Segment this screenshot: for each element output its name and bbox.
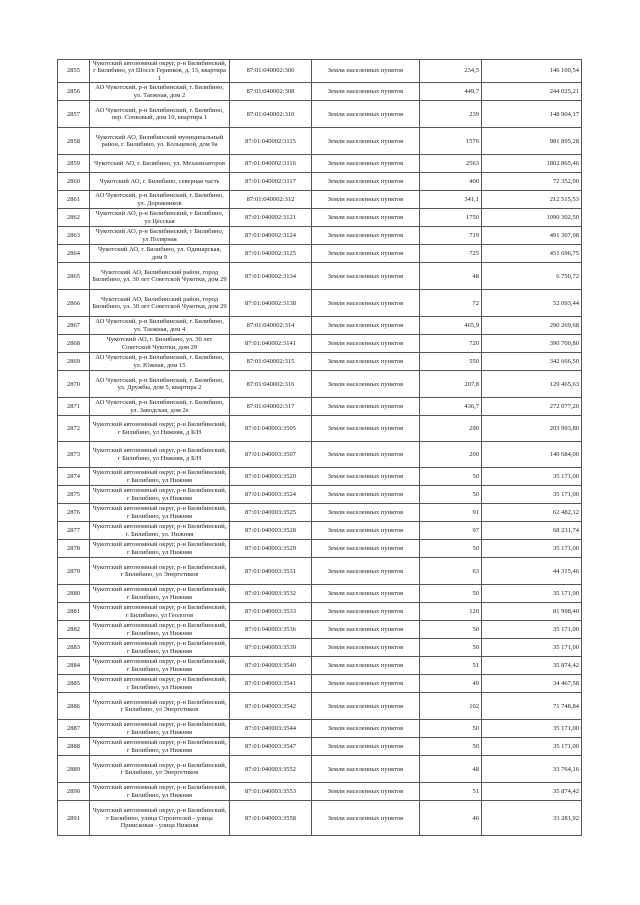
table-row	[58, 585, 582, 603]
cadastral-number-cell: 87:01:040003:3541	[230, 675, 312, 693]
area-cell: 50	[420, 639, 482, 657]
land-category-cell: Земли населенных пунктов	[312, 504, 420, 522]
cadastral-value-cell: 35 171,00	[482, 639, 582, 657]
cadastral-number-cell: 87:01:040003:3558	[230, 801, 312, 836]
area-cell: 72	[420, 290, 482, 317]
land-category-cell: Земли населенных пунктов	[312, 783, 420, 801]
address-cell: Чукотский автономный округ, р-н Билибинский, г Билибино, ул Нижняя, д Б/Н	[90, 442, 230, 468]
address-cell: Чукотский автономный округ, р-н Билибинский, г. Билибино, ул. Нижняя	[90, 522, 230, 540]
cadastral-value-cell: 491 307,08	[482, 227, 582, 245]
address-cell: Чукотский АО, Билибинский район, город Билибино, ул. 30 лет Советской Чукотки, дом 29	[90, 263, 230, 290]
land-category-cell: Земли населенных пунктов	[312, 263, 420, 290]
row-number-cell: 2869	[58, 353, 90, 371]
table-row	[58, 540, 582, 558]
table-row	[58, 398, 582, 416]
land-category-cell: Земли населенных пунктов	[312, 486, 420, 504]
table-row	[58, 128, 582, 155]
address-cell: Чукотский автономный округ, р-н Билибинский, г Билибино, ул Нижняя	[90, 657, 230, 675]
table-row	[58, 738, 582, 756]
land-category-cell: Земли населенных пунктов	[312, 675, 420, 693]
row-number-cell: 2877	[58, 522, 90, 540]
cadastral-number-cell: 87:01:040002:315	[230, 353, 312, 371]
area-cell: 50	[420, 468, 482, 486]
area-cell: 50	[420, 738, 482, 756]
cadastral-value-cell: 35 171,00	[482, 738, 582, 756]
cadastral-value-cell: 244 025,21	[482, 83, 582, 101]
row-number-cell: 2884	[58, 657, 90, 675]
row-number-cell: 2856	[58, 83, 90, 101]
address-cell: Чукотский АО, Билибинский муниципальный район, г. Билибино, ул. Кольцевой, дом 9а	[90, 128, 230, 155]
cadastral-value-cell: 35 171,00	[482, 621, 582, 639]
land-category-cell: Земли населенных пунктов	[312, 657, 420, 675]
cadastral-value-cell: 34 467,58	[482, 675, 582, 693]
table-row	[58, 290, 582, 317]
row-number-cell: 2879	[58, 558, 90, 585]
cadastral-number-cell: 87:01:040002:3125	[230, 245, 312, 263]
table-row	[58, 693, 582, 720]
table-row	[58, 783, 582, 801]
area-cell: 120	[420, 603, 482, 621]
table-row	[58, 263, 582, 290]
cadastral-number-cell: 87:01:040003:3544	[230, 720, 312, 738]
row-number-cell: 2861	[58, 191, 90, 209]
cadastral-value-cell: 146 100,54	[482, 60, 582, 83]
land-category-cell: Земли населенных пунктов	[312, 442, 420, 468]
cadastral-value-cell: 390 700,80	[482, 335, 582, 353]
cadastral-number-cell: 87:01:040002:3117	[230, 173, 312, 191]
row-number-cell: 2885	[58, 675, 90, 693]
land-category-cell: Земли населенных пунктов	[312, 522, 420, 540]
address-cell: Чукотский автономный округ, р-н Билибинский, г Билибино, ул Нижняя	[90, 486, 230, 504]
area-cell: 719	[420, 227, 482, 245]
land-category-cell: Земли населенных пунктов	[312, 621, 420, 639]
cadastral-number-cell: 87:01:040002:306	[230, 60, 312, 83]
land-category-cell: Земли населенных пунктов	[312, 209, 420, 227]
area-cell: 2563	[420, 155, 482, 173]
area-cell: 51	[420, 783, 482, 801]
row-number-cell: 2860	[58, 173, 90, 191]
cadastral-number-cell: 87:01:040002:310	[230, 101, 312, 128]
row-number-cell: 2859	[58, 155, 90, 173]
row-number-cell: 2857	[58, 101, 90, 128]
area-cell: 725	[420, 245, 482, 263]
cadastral-value-cell: 35 171,00	[482, 540, 582, 558]
address-cell: АО Чукотский, р-н Билибинский, г. Билибино, ул. Дружбы, дом 5, квартира 2	[90, 371, 230, 398]
cadastral-number-cell: 87:01:040003:3505	[230, 416, 312, 442]
cadastral-number-cell: 87:01:040003:3525	[230, 504, 312, 522]
cadastral-number-cell: 87:01:040002:317	[230, 398, 312, 416]
cadastral-number-cell: 87:01:040003:3540	[230, 657, 312, 675]
land-category-cell: Земли населенных пунктов	[312, 540, 420, 558]
cadastral-number-cell: 87:01:040002:316	[230, 371, 312, 398]
table-row	[58, 335, 582, 353]
address-cell: Чукотский автономный округ, р-н Билибинский, г Билибино, ул Нижняя	[90, 639, 230, 657]
address-cell: Чукотский автономный округ, р-н Билибинский, г Билибино, ул Нижняя	[90, 675, 230, 693]
address-cell: Чукотский автономный округ, р-н Билибинский, г Билибино, ул Нижняя	[90, 504, 230, 522]
cadastral-value-cell: 148 904,17	[482, 101, 582, 128]
area-cell: 234,5	[420, 60, 482, 83]
table-row	[58, 468, 582, 486]
cadastral-value-cell: 203 993,80	[482, 416, 582, 442]
area-cell: 400	[420, 173, 482, 191]
land-category-cell: Земли населенных пунктов	[312, 335, 420, 353]
cadastral-number-cell: 87:01:040002:312	[230, 191, 312, 209]
table-row	[58, 416, 582, 442]
row-number-cell: 2874	[58, 468, 90, 486]
table-row	[58, 522, 582, 540]
cadastral-number-cell: 87:01:040002:3138	[230, 290, 312, 317]
cadastral-number-cell: 87:01:040002:314	[230, 317, 312, 335]
land-category-cell: Земли населенных пунктов	[312, 83, 420, 101]
cadastral-number-cell: 87:01:040002:3141	[230, 335, 312, 353]
area-cell: 465,9	[420, 317, 482, 335]
cadastral-value-cell: 35 171,00	[482, 585, 582, 603]
row-number-cell: 2875	[58, 486, 90, 504]
area-cell: 449,7	[420, 83, 482, 101]
address-cell: Чукотский автономный округ, р-н Билибинский, г Билибино, ул Энергетиков	[90, 558, 230, 585]
cadastral-number-cell: 87:01:040003:3552	[230, 756, 312, 783]
land-category-cell: Земли населенных пунктов	[312, 245, 420, 263]
table-row	[58, 603, 582, 621]
land-category-cell: Земли населенных пунктов	[312, 101, 420, 128]
area-cell: 50	[420, 621, 482, 639]
cadastral-value-cell: 44 315,46	[482, 558, 582, 585]
table-row	[58, 504, 582, 522]
table-row	[58, 756, 582, 783]
cadastral-number-cell: 87:01:040003:3553	[230, 783, 312, 801]
table-row	[58, 245, 582, 263]
table-row	[58, 317, 582, 335]
land-category-cell: Земли населенных пунктов	[312, 353, 420, 371]
cadastral-value-cell: 33 281,92	[482, 801, 582, 836]
table-row	[58, 353, 582, 371]
table-row	[58, 371, 582, 398]
row-number-cell: 2866	[58, 290, 90, 317]
address-cell: Чукотский АО, г. Билибино, ул. Одинарская, дом 9	[90, 245, 230, 263]
address-cell: Чукотский автономный округ, р-н Билибинский, г Билибино, улица Строителей - улица Приисковая - улица Нижняя	[90, 801, 230, 836]
table-row	[58, 442, 582, 468]
table-body	[58, 60, 582, 836]
row-number-cell: 2867	[58, 317, 90, 335]
land-category-cell: Земли населенных пунктов	[312, 173, 420, 191]
table-row	[58, 657, 582, 675]
address-cell: АО Чукотский, р-н Билибинский, г. Билибино, пер. Сопковый, дом 10, квартира 1	[90, 101, 230, 128]
address-cell: Чукотский автономный округ, р-н Билибинский, г Билибино, ул Шоссе Геринков, д. 13, квартира 1	[90, 60, 230, 83]
cadastral-value-cell: 52 093,44	[482, 290, 582, 317]
cadastral-number-cell: 87:01:040002:3124	[230, 227, 312, 245]
row-number-cell: 2876	[58, 504, 90, 522]
area-cell: 102	[420, 693, 482, 720]
address-cell: Чукотский автономный округ, р-н Билибинский, г Билибино, ул Нижняя	[90, 540, 230, 558]
area-cell: 46	[420, 801, 482, 836]
row-number-cell: 2882	[58, 621, 90, 639]
cadastral-value-cell: 272 077,20	[482, 398, 582, 416]
row-number-cell: 2883	[58, 639, 90, 657]
row-number-cell: 2863	[58, 227, 90, 245]
row-number-cell: 2871	[58, 398, 90, 416]
area-cell: 341,1	[420, 191, 482, 209]
cadastral-number-cell: 87:01:040003:3529	[230, 540, 312, 558]
land-plots-table	[57, 59, 582, 836]
address-cell: АО Чукотский, р-н Билибинский, г. Билибино, ул. Таежная, дом 4	[90, 317, 230, 335]
address-cell: Чукотский автономный округ, р-н Билибинский, г Билибино, ул Геологов	[90, 603, 230, 621]
table-row	[58, 639, 582, 657]
land-category-cell: Земли населенных пунктов	[312, 227, 420, 245]
land-category-cell: Земли населенных пунктов	[312, 468, 420, 486]
row-number-cell: 2878	[58, 540, 90, 558]
area-cell: 97	[420, 522, 482, 540]
cadastral-number-cell: 87:01:040003:3539	[230, 639, 312, 657]
area-cell: 91	[420, 504, 482, 522]
row-number-cell: 2868	[58, 335, 90, 353]
area-cell: 63	[420, 558, 482, 585]
land-category-cell: Земли населенных пунктов	[312, 720, 420, 738]
address-cell: Чукотский автономный округ, р-н Билибинский, г Билибино, ул Нижняя	[90, 468, 230, 486]
address-cell: АО Чукотский, р-н Билибинский, г. Билибино, ул. Заводская, дом 2е	[90, 398, 230, 416]
table-row	[58, 155, 582, 173]
cadastral-value-cell: 212 515,53	[482, 191, 582, 209]
cadastral-value-cell: 342 666,50	[482, 353, 582, 371]
land-category-cell: Земли населенных пунктов	[312, 398, 420, 416]
table-row	[58, 720, 582, 738]
cadastral-number-cell: 87:01:040003:3533	[230, 603, 312, 621]
table-row	[58, 486, 582, 504]
cadastral-value-cell: 81 998,40	[482, 603, 582, 621]
land-category-cell: Земли населенных пунктов	[312, 155, 420, 173]
table-row	[58, 83, 582, 101]
address-cell: Чукотский АО, р-н Билибинский, г Билибино, ул Цесская	[90, 209, 230, 227]
area-cell: 48	[420, 756, 482, 783]
table-row	[58, 558, 582, 585]
area-cell: 436,7	[420, 398, 482, 416]
land-category-cell: Земли населенных пунктов	[312, 693, 420, 720]
cadastral-value-cell: 290 269,68	[482, 317, 582, 335]
cadastral-value-cell: 6 750,72	[482, 263, 582, 290]
cadastral-value-cell: 71 748,84	[482, 693, 582, 720]
land-category-cell: Земли населенных пунктов	[312, 756, 420, 783]
address-cell: Чукотский автономный округ, р-н Билибинский, г Билибино, ул Нижняя	[90, 738, 230, 756]
cadastral-number-cell: 87:01:040003:3536	[230, 621, 312, 639]
land-category-cell: Земли населенных пунктов	[312, 801, 420, 836]
row-number-cell: 2864	[58, 245, 90, 263]
cadastral-value-cell: 1090 302,50	[482, 209, 582, 227]
area-cell: 207,8	[420, 371, 482, 398]
row-number-cell: 2888	[58, 738, 90, 756]
cadastral-value-cell: 72 352,00	[482, 173, 582, 191]
table-row	[58, 227, 582, 245]
cadastral-number-cell: 87:01:040002:308	[230, 83, 312, 101]
cadastral-number-cell: 87:01:040002:3116	[230, 155, 312, 173]
cadastral-value-cell: 62 482,12	[482, 504, 582, 522]
address-cell: Чукотский АО, г. Билибино, ул. Механизаторов	[90, 155, 230, 173]
cadastral-number-cell: 87:01:040002:3115	[230, 128, 312, 155]
land-category-cell: Земли населенных пунктов	[312, 371, 420, 398]
land-category-cell: Земли населенных пунктов	[312, 416, 420, 442]
area-cell: 1750	[420, 209, 482, 227]
cadastral-value-cell: 129 465,63	[482, 371, 582, 398]
land-category-cell: Земли населенных пунктов	[312, 603, 420, 621]
cadastral-number-cell: 87:01:040003:3531	[230, 558, 312, 585]
land-category-cell: Земли населенных пунктов	[312, 639, 420, 657]
area-cell: 50	[420, 585, 482, 603]
row-number-cell: 2889	[58, 756, 90, 783]
land-category-cell: Земли населенных пунктов	[312, 738, 420, 756]
table-row	[58, 60, 582, 83]
row-number-cell: 2891	[58, 801, 90, 836]
address-cell: Чукотский автономный округ, р-н Билибинский, г Билибино, ул Нижняя	[90, 621, 230, 639]
address-cell: Чукотский автономный округ, р-н Билибинский, г Билибино, ул Нижняя	[90, 720, 230, 738]
address-cell: Чукотский АО, Билибинский район, город Билибино, ул. 30 лет Советской Чукотки, дом 29	[90, 290, 230, 317]
address-cell: АО Чукотский, р-н Билибинский, г. Билибино, ул. Дорожников	[90, 191, 230, 209]
table-row	[58, 191, 582, 209]
address-cell: Чукотский автономный округ, р-н Билибинский, г Билибино, ул Энергетиков	[90, 756, 230, 783]
area-cell: 290	[420, 416, 482, 442]
address-cell: Чукотский АО, р-н Билибинский, г Билибино, ул Полярная	[90, 227, 230, 245]
table-row	[58, 621, 582, 639]
land-category-cell: Земли населенных пунктов	[312, 290, 420, 317]
cadastral-number-cell: 87:01:040003:3542	[230, 693, 312, 720]
land-category-cell: Земли населенных пунктов	[312, 317, 420, 335]
row-number-cell: 2873	[58, 442, 90, 468]
area-cell: 200	[420, 442, 482, 468]
area-cell: 50	[420, 486, 482, 504]
cadastral-value-cell: 1802 865,46	[482, 155, 582, 173]
row-number-cell: 2855	[58, 60, 90, 83]
cadastral-value-cell: 68 231,74	[482, 522, 582, 540]
cadastral-value-cell: 33 764,16	[482, 756, 582, 783]
address-cell: Чукотский автономный округ, р-н Билибинский, г Билибино, ул Нижняя	[90, 585, 230, 603]
cadastral-number-cell: 87:01:040003:3547	[230, 738, 312, 756]
address-cell: АО Чукотский, р-н Билибинский, г. Билибино, ул. Таежная, дом 2	[90, 83, 230, 101]
cadastral-number-cell: 87:01:040003:3528	[230, 522, 312, 540]
area-cell: 48	[420, 263, 482, 290]
row-number-cell: 2886	[58, 693, 90, 720]
row-number-cell: 2865	[58, 263, 90, 290]
address-cell: Чукотский автономный округ, р-н Билибинский, г Билибино, ул Нижняя	[90, 783, 230, 801]
area-cell: 720	[420, 335, 482, 353]
row-number-cell: 2870	[58, 371, 90, 398]
cadastral-number-cell: 87:01:040003:3520	[230, 468, 312, 486]
area-cell: 49	[420, 675, 482, 693]
cadastral-number-cell: 87:01:040002:3134	[230, 263, 312, 290]
area-cell: 550	[420, 353, 482, 371]
cadastral-value-cell: 35 874,42	[482, 783, 582, 801]
row-number-cell: 2887	[58, 720, 90, 738]
address-cell: Чукотский АО, г. Билибино, ул. 30 лет Советской Чукотки, дом 29	[90, 335, 230, 353]
cadastral-value-cell: 35 171,00	[482, 720, 582, 738]
cadastral-value-cell: 981 895,28	[482, 128, 582, 155]
cadastral-number-cell: 87:01:040002:3121	[230, 209, 312, 227]
row-number-cell: 2858	[58, 128, 90, 155]
cadastral-number-cell: 87:01:040003:3524	[230, 486, 312, 504]
address-cell: Чукотский АО, г. Билибино, северная часть	[90, 173, 230, 191]
cadastral-number-cell: 87:01:040003:3507	[230, 442, 312, 468]
row-number-cell: 2880	[58, 585, 90, 603]
table-row	[58, 675, 582, 693]
table-row	[58, 173, 582, 191]
land-category-cell: Земли населенных пунктов	[312, 128, 420, 155]
cadastral-value-cell: 451 696,75	[482, 245, 582, 263]
land-category-cell: Земли населенных пунктов	[312, 585, 420, 603]
row-number-cell: 2862	[58, 209, 90, 227]
cadastral-value-cell: 35 171,00	[482, 468, 582, 486]
area-cell: 1576	[420, 128, 482, 155]
row-number-cell: 2872	[58, 416, 90, 442]
land-category-cell: Земли населенных пунктов	[312, 60, 420, 83]
land-category-cell: Земли населенных пунктов	[312, 558, 420, 585]
cadastral-value-cell: 35 874,42	[482, 657, 582, 675]
area-cell: 50	[420, 720, 482, 738]
address-cell: Чукотский автономный округ, р-н Билибинский, г Билибино, ул Энергетиков	[90, 693, 230, 720]
land-category-cell: Земли населенных пунктов	[312, 191, 420, 209]
area-cell: 239	[420, 101, 482, 128]
row-number-cell: 2890	[58, 783, 90, 801]
table-row	[58, 801, 582, 836]
cadastral-number-cell: 87:01:040003:3532	[230, 585, 312, 603]
row-number-cell: 2881	[58, 603, 90, 621]
address-cell: АО Чукотский, р-н Билибинский, г. Билибино, ул. Южная, дом 15	[90, 353, 230, 371]
table-row	[58, 209, 582, 227]
area-cell: 51	[420, 657, 482, 675]
address-cell: Чукотский автономный округ, р-н Билибинский, г Билибино, ул Нижняя, д Б/Н	[90, 416, 230, 442]
cadastral-value-cell: 35 171,00	[482, 486, 582, 504]
table-row	[58, 101, 582, 128]
area-cell: 50	[420, 540, 482, 558]
cadastral-value-cell: 140 684,00	[482, 442, 582, 468]
